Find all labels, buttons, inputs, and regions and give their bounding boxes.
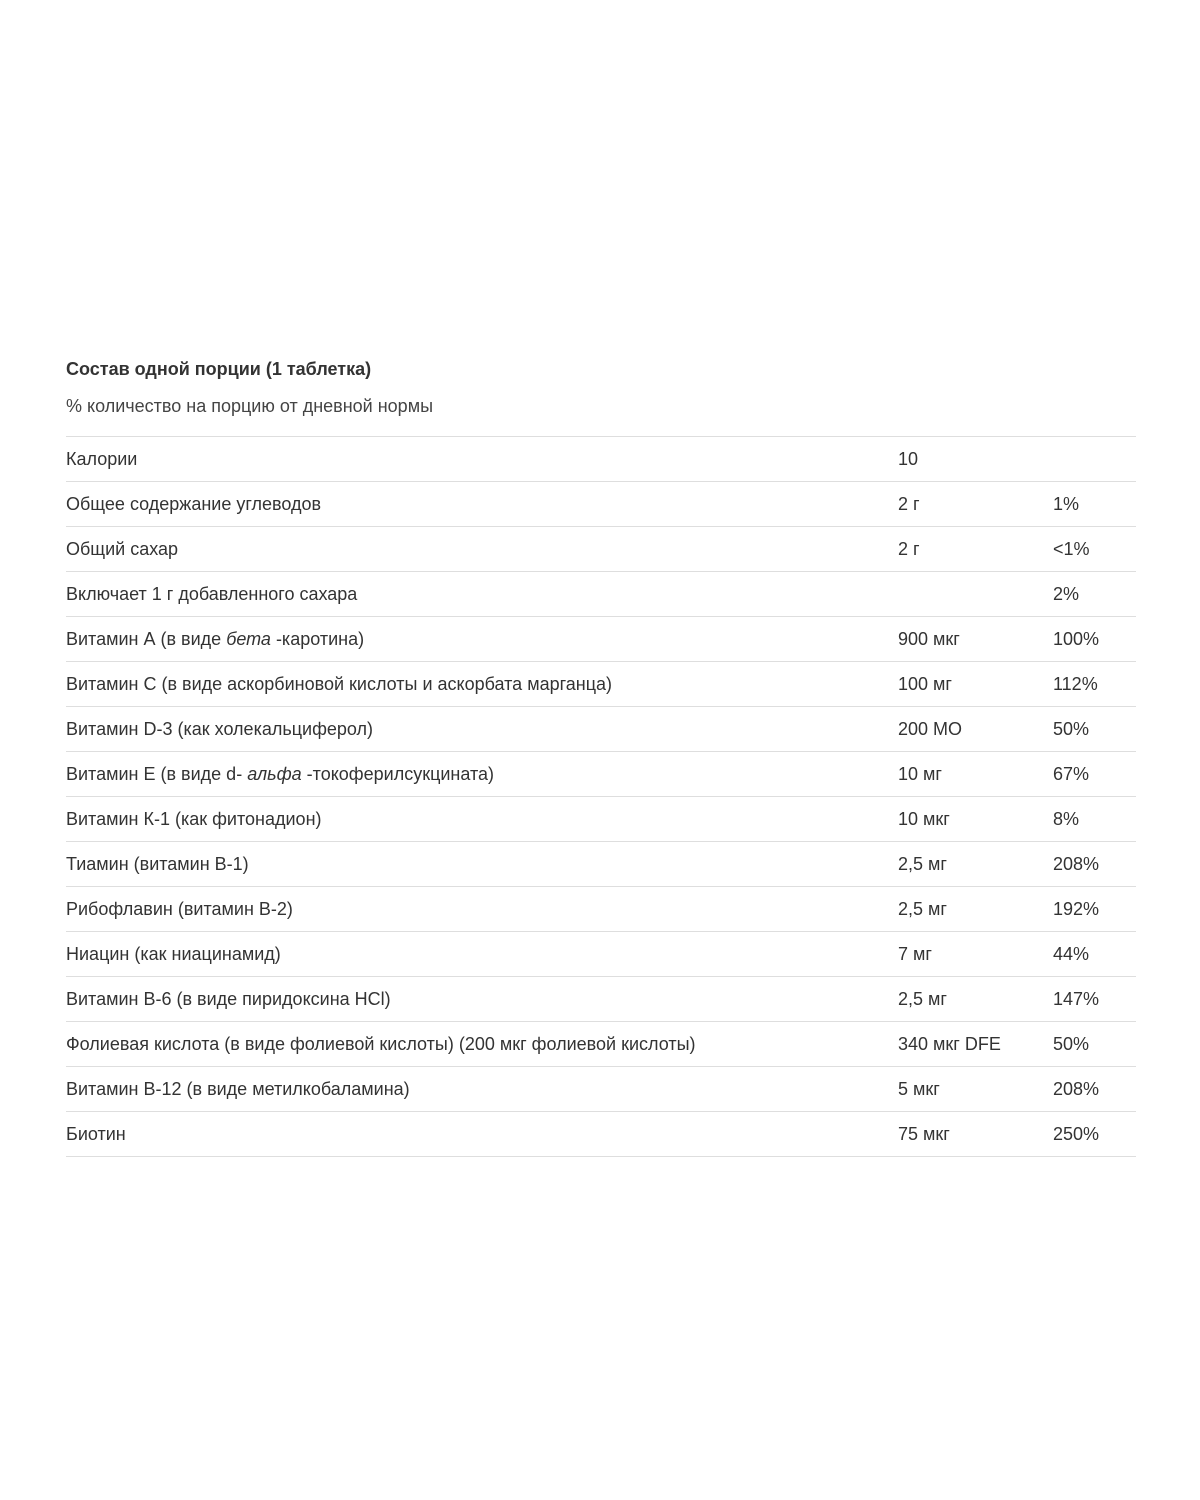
nutrient-name: Калории	[66, 448, 138, 469]
nutrient-daily-value: 50%	[1053, 718, 1090, 739]
table-row	[66, 842, 1136, 887]
table-row	[66, 707, 1136, 752]
panel-title: Состав одной порции (1 таблетка)	[66, 359, 372, 379]
nutrient-amount: 2 г	[898, 493, 920, 514]
nutrient-daily-value: 50%	[1053, 1033, 1090, 1054]
table-row	[66, 662, 1136, 707]
panel-subtitle: % количество на порцию от дневной нормы	[66, 396, 434, 416]
nutrient-amount: 7 мг	[898, 943, 932, 964]
nutrient-name: Витамин К-1 (как фитонадион)	[66, 808, 322, 829]
nutrient-amount: 10 мкг	[898, 808, 950, 829]
name-italic: бета	[226, 628, 271, 649]
nutrient-daily-value: 1%	[1053, 493, 1080, 514]
table-row	[66, 617, 1136, 662]
name-italic: альфа	[247, 763, 302, 784]
nutrient-amount: 2,5 мг	[898, 988, 947, 1009]
nutrient-amount: 100 мг	[898, 673, 952, 694]
nutrient-name: Витамин В-12 (в виде метилкобаламина)	[66, 1078, 410, 1099]
table-row	[66, 572, 1136, 617]
nutrient-amount	[898, 572, 1053, 617]
table-row	[66, 437, 1136, 482]
table-row	[66, 797, 1136, 842]
nutrient-name: Общее содержание углеводов	[66, 493, 322, 514]
nutrient-name: Тиамин (витамин В-1)	[66, 853, 249, 874]
table-row	[66, 527, 1136, 572]
name-part: -токоферилсукцината)	[301, 763, 495, 784]
nutrient-name: Биотин	[66, 1123, 126, 1144]
name-part: -каротина)	[270, 628, 365, 649]
nutrient-name: Ниацин (как ниацинамид)	[66, 943, 281, 964]
nutrient-daily-value: 208%	[1053, 1078, 1100, 1099]
nutrient-amount: 5 мкг	[898, 1078, 940, 1099]
nutrient-name: Витамин С (в виде аскорбиновой кислоты и аскорбата марганца)	[66, 673, 613, 694]
nutrient-amount: 10	[898, 448, 919, 469]
nutrient-daily-value	[1053, 437, 1136, 482]
nutrient-daily-value: 147%	[1053, 988, 1100, 1009]
nutrient-daily-value: 8%	[1053, 808, 1080, 829]
name-part: Витамин А (в виде	[66, 628, 227, 649]
nutrient-amount: 2 г	[898, 538, 920, 559]
nutrient-name: Рибофлавин (витамин В-2)	[66, 898, 293, 919]
table-row	[66, 1112, 1136, 1157]
nutrient-daily-value: 67%	[1053, 763, 1090, 784]
nutrient-name: Фолиевая кислота (в виде фолиевой кислоты) (200 мкг фолиевой кислоты)	[66, 1033, 696, 1054]
nutrient-daily-value: 112%	[1053, 673, 1098, 694]
nutrient-daily-value: 192%	[1053, 898, 1100, 919]
nutrient-daily-value: 2%	[1053, 583, 1080, 604]
table-row	[66, 932, 1136, 977]
supplement-facts-panel	[66, 355, 1136, 1157]
nutrient-amount: 2,5 мг	[898, 853, 947, 874]
nutrient-amount: 200 МО	[898, 718, 963, 739]
nutrient-amount: 75 мкг	[898, 1123, 950, 1144]
facts-table	[66, 436, 1136, 1157]
nutrient-name	[66, 617, 898, 662]
table-row	[66, 887, 1136, 932]
nutrient-daily-value: 100%	[1053, 628, 1100, 649]
nutrient-daily-value: 250%	[1053, 1123, 1100, 1144]
nutrient-amount: 2,5 мг	[898, 898, 947, 919]
nutrient-amount: 900 мкг	[898, 628, 960, 649]
nutrient-amount: 10 мг	[898, 763, 942, 784]
nutrient-name: Витамин D-3 (как холекальциферол)	[66, 718, 374, 739]
table-row	[66, 977, 1136, 1022]
table-row	[66, 1067, 1136, 1112]
nutrient-name: Общий сахар	[66, 538, 179, 559]
nutrient-daily-value: 208%	[1053, 853, 1100, 874]
table-row	[66, 752, 1136, 797]
table-row	[66, 1022, 1136, 1067]
name-part: Витамин Е (в виде d-	[66, 763, 248, 784]
nutrient-name: Включает 1 г добавленного сахара	[66, 583, 358, 604]
nutrient-daily-value: <1%	[1053, 538, 1090, 559]
nutrient-name	[66, 752, 898, 797]
nutrient-daily-value: 44%	[1053, 943, 1090, 964]
nutrient-amount: 340 мкг DFE	[898, 1033, 1001, 1054]
nutrient-name: Витамин В-6 (в виде пиридоксина HCl)	[66, 988, 391, 1009]
table-row	[66, 482, 1136, 527]
